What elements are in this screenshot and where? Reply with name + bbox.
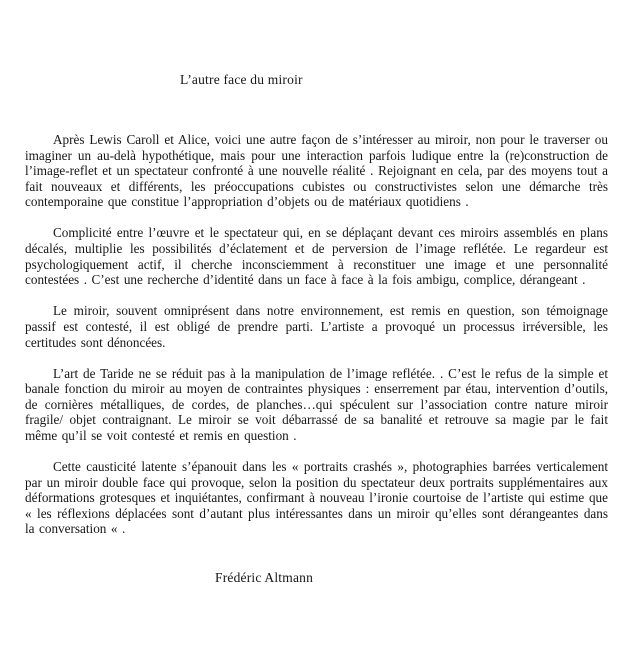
- paragraph-complicite: Complicité entre l’œuvre et le spectateur qui, en se déplaçant devant ces miroirs assemblés en plans décalés, multiplie les possibilités d’éclatement et de perversion de l’image reflétée. Le regardeur est psychologiquement actif, il cherche inconsciemment à reconstituer une image et une personnalité contestées . C’est une recherche d’identité dans un face à face à la fois ambigu, complice, dérangeant .: [25, 225, 608, 288]
- signature: Frédéric Altmann: [215, 570, 314, 586]
- paragraph-le-miroir: Le miroir, souvent omniprésent dans notre environnement, est remis en question, son témoignage passif est contesté, il est obligé de prendre parti. L’artiste a provoqué un processus irréversible, les certitudes sont dénoncées.: [25, 303, 608, 350]
- paragraph-causticite: Cette causticité latente s’épanouit dans les « portraits crashés », photographies barrées verticalement par un miroir double face qui provoque, selon la position du spectateur deux portraits supplémentaires aux déformations grotesques et inquiétantes, confirmant à nouveau l’ironie courtoise de l’artiste qui estime que « les réflexions déplacées sont d’autant plus intéressantes dans un miroir qu’elles sont dérangeantes dans la conversation « .: [25, 459, 608, 537]
- document-title: L’autre face du miroir: [180, 72, 303, 87]
- paragraph-art-de-taride: L’art de Taride ne se réduit pas à la manipulation de l’image reflétée. . C’est le refus de la simple et banale fonction du miroir au moyen de contraintes physiques : enserrement par étau, intervention d’outils, de cornières métalliques, de cordes, de planches…qui spéculent sur l’association contre nature miroir fragile/ objet contraignant. Le miroir se voit débarrassé de sa banalité et retrouve sa magie par le fait même qu’il se voit contesté et remis en question .: [25, 365, 608, 443]
- paragraph-intro: Après Lewis Caroll et Alice, voici une autre façon de s’intéresser au miroir, non pour le traverser ou imaginer un au-delà hypothétique, mais pour une interaction parfois ludique entre la (re)construction de l’image-reflet et un spectateur confronté à une nouvelle réalité . Rejoignant en cela, par des moyens tout a fait nouveaux et différents, les préoccupations cubistes ou constructivistes selon une démarche très contemporaine que constitue l’appropriation d’objets ou de matériaux quotidiens .: [25, 132, 608, 210]
